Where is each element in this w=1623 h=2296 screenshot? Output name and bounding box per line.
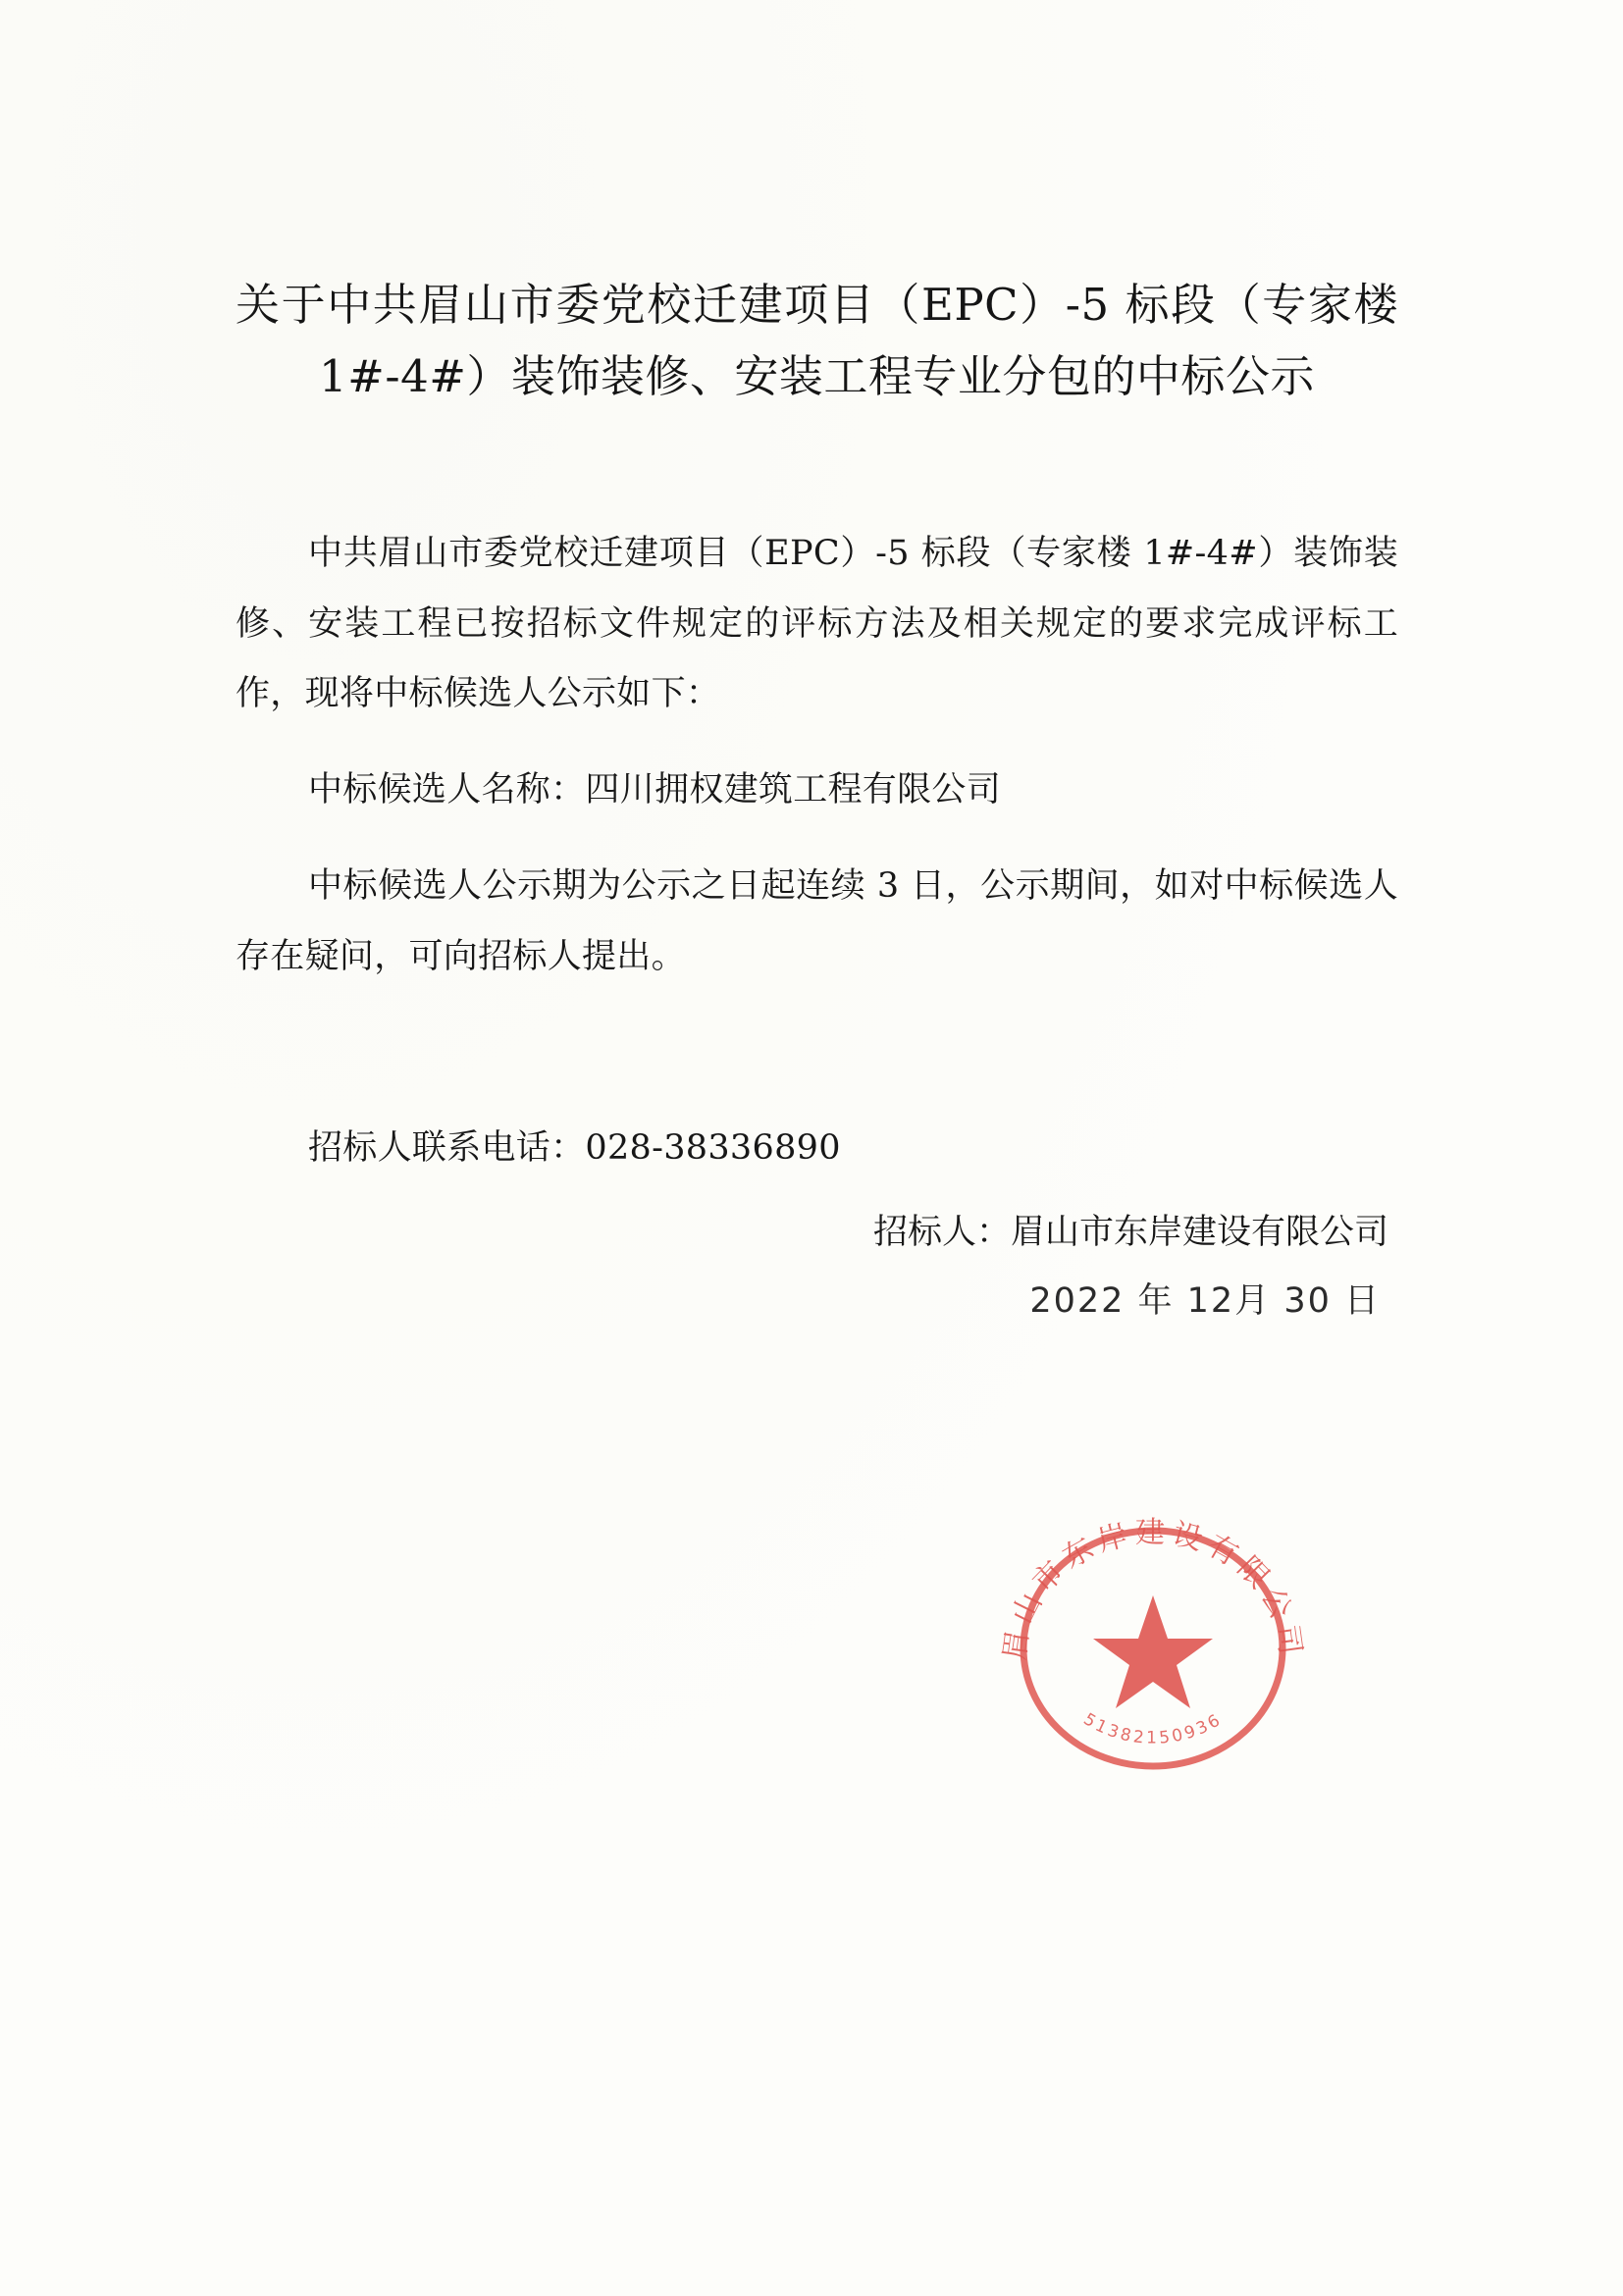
spacer — [236, 830, 1398, 852]
paragraph-evaluation-summary: 中共眉山市委党校迁建项目（EPC）-5 标段（专家楼 1#-4#）装饰装修、安装工程已按招标文件规定的评标方法及相关规定的要求完成评标工作，现将中标候选人公示如下： — [236, 533, 1398, 714]
spacer — [236, 734, 1398, 756]
paragraph-winner-name: 中标候选人名称：四川拥权建筑工程有限公司 — [308, 770, 1002, 810]
paragraph-publicity-period: 中标候选人公示期为公示之日起连续 3 日，公示期间，如对中标候选人存在疑问，可向招标人提出。 — [236, 865, 1398, 976]
signature-block — [236, 1198, 1398, 1335]
document-content — [236, 270, 1398, 1335]
spacer — [236, 996, 1398, 1114]
page-title: 关于中共眉山市委党校迁建项目（EPC）-5 标段（专家楼 1#-4#）装饰装修、安装工程专业分包的中标公示 — [236, 279, 1398, 402]
svg-text:眉山市东岸建设有限公司: 眉山市东岸建设有限公司 — [997, 1516, 1309, 1663]
svg-text:51382150936: 51382150936 — [1079, 1709, 1227, 1748]
body-text — [236, 519, 1398, 1184]
signature-date: 2022 年 12月 30 日 — [1029, 1281, 1381, 1322]
tenderer-signature: 招标人：眉山市东岸建设有限公司 — [872, 1213, 1388, 1253]
contact-phone-line: 招标人联系电话：028-38336890 — [308, 1128, 841, 1169]
